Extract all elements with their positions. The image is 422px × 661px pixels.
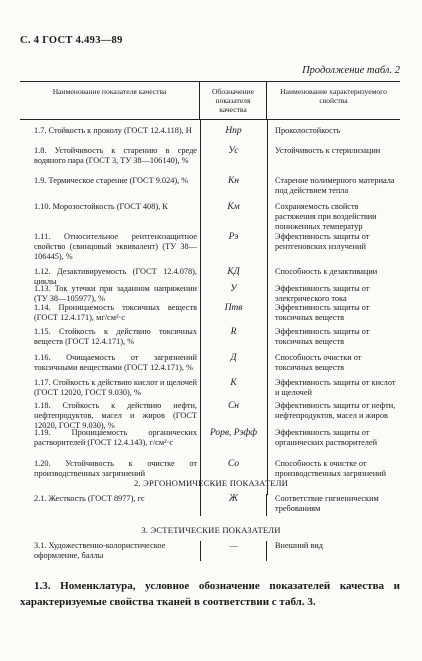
section-title-ergonomic: 2. ЭРГОНОМИЧЕСКИЕ ПОКАЗАТЕЛИ: [133, 478, 289, 488]
cell-bar: [266, 541, 267, 561]
table-row: [20, 303, 400, 323]
indicator-code: Ус: [228, 146, 239, 156]
indicator-code-cell: [200, 541, 267, 561]
quality-table: [20, 81, 400, 495]
table-row: [20, 202, 400, 232]
indicator-code-cell: [200, 494, 267, 514]
indicator-name: 1.18. Стойкость к действию нефти, нефтепродуктов, масел и жиров (ГОСТ 12020, ГОСТ 9.030), %: [34, 401, 197, 430]
indicator-name: 1.17. Стойкость к действию кислот и щелочей (ГОСТ 12020, ГОСТ 9.030), %: [34, 378, 197, 397]
property-name: Эффективность защиты от кислот и щелочей: [275, 378, 396, 397]
property-name: Устойчивость к стерилизации: [275, 146, 381, 155]
indicator-name: 1.10. Морозостойкость (ГОСТ 408), К: [34, 202, 168, 211]
property-name: Сохраняемость свойств растяжения при воздействии пониженных температур: [275, 202, 377, 231]
table-row: [20, 378, 400, 398]
property-name: Соответствие гигиеническим требованиям: [275, 494, 379, 513]
indicator-code: Птв: [224, 303, 243, 313]
indicator-code: Рэ: [228, 232, 239, 242]
indicator-name: 1.19. Проницаемость органических растворителей (ГОСТ 12.4.143), г/см²·с: [34, 428, 197, 447]
indicator-code: Со: [227, 459, 240, 469]
indicator-name: 1.9. Термическое старение (ГОСТ 9.024), %: [34, 176, 189, 185]
table-row: [20, 126, 400, 136]
property-name: Эффективность защиты от токсичных веществ: [275, 327, 370, 346]
indicator-name: 1.15. Стойкость к действию токсичных веществ (ГОСТ 12.4.171), %: [34, 327, 197, 346]
indicator-name: 1.13. Ток утечки при заданном напряжении (ТУ 38—105977), %: [34, 284, 197, 303]
indicator-code: У: [230, 284, 237, 294]
header-property-name: Наименование характеризуемого свойства: [280, 87, 387, 105]
indicator-name: 2.1. Жесткость (ГОСТ 8977), гс: [34, 494, 145, 503]
table-row: [20, 401, 400, 431]
table-row: [20, 353, 400, 373]
indicator-code: Ж: [228, 493, 239, 504]
table-row: [20, 232, 400, 262]
indicator-code: R: [230, 327, 237, 337]
property-name: Способность к очистке от производственных загрязнений: [275, 459, 387, 478]
property-name: Эффективность защиты от органических растворителей: [275, 428, 378, 447]
property-name: Способность к дезактивации: [275, 267, 378, 276]
aesthetic-row: [20, 541, 400, 561]
indicator-code: КД: [227, 267, 240, 277]
property-name: Эффективность защиты от электрического тока: [275, 284, 370, 303]
table-row: [20, 459, 400, 479]
property-name: Старение полимерного материала под действием тепла: [275, 176, 395, 195]
table-continuation-label: Продолжение табл. 2: [302, 65, 400, 76]
property-name: Эффективность защиты от нефти, нефтепродуктов, масел и жиров: [275, 401, 396, 420]
page-header: С. 4 ГОСТ 4.493—89: [20, 35, 123, 46]
indicator-code: —: [229, 541, 238, 550]
indicator-name: 1.16. Очищаемость от загрязнений токсичными веществами (ГОСТ 12.4.171), %: [34, 353, 197, 372]
table-row: [20, 284, 400, 304]
header-indicator-code: Обозначение показателя качества: [200, 82, 267, 119]
indicator-name: 1.12. Дезактивируемость (ГОСТ 12.4.078), циклы: [34, 267, 197, 286]
property-name: Внешний вид: [275, 541, 324, 550]
indicator-name: 1.14. Проницаемость токсичных веществ (ГОСТ 12.4.171), мг/см²·с: [34, 303, 197, 322]
table-body: [20, 120, 400, 495]
indicator-code: Сн: [227, 401, 240, 411]
indicator-code: К: [230, 378, 237, 388]
cell-bar: [266, 494, 267, 516]
table-row: [20, 327, 400, 347]
ergonomic-row: [20, 494, 400, 514]
section-title-aesthetic: 3. ЭСТЕТИЧЕСКИЕ ПОКАЗАТЕЛИ: [141, 525, 281, 535]
header-indicator-name: Наименование показателя качества: [20, 82, 200, 119]
cell-bar: [200, 541, 201, 561]
table-row: [20, 176, 400, 196]
table-row: [20, 146, 400, 166]
property-name: Эффективность защиты от рентгеновских излучений: [275, 232, 370, 251]
indicator-name: 3.1. Художественно-колористическое оформление, баллы: [34, 541, 166, 560]
indicator-code: Нпр: [225, 126, 242, 136]
indicator-name: 1.8. Устойчивость к старению в среде водяного пара (ГОСТ 3, ТУ 38—106140), %: [34, 146, 197, 165]
indicator-code: Д: [230, 353, 237, 363]
property-name: Эффективность защиты от токсичных веществ: [275, 303, 370, 322]
indicator-code: Кн: [227, 176, 240, 186]
property-name: Способность очистки от токсичных веществ: [275, 353, 362, 372]
indicator-name: 1.7. Стойкость к проколу (ГОСТ 12.4.118), Н: [34, 126, 192, 135]
indicator-code: Км: [227, 202, 240, 212]
indicator-name: 1.20. Устойчивость к очистке от производственных загрязнений: [34, 459, 197, 478]
cell-bar: [200, 494, 201, 516]
indicator-code: Рорв, Рэфф: [209, 428, 258, 438]
indicator-name: 1.11. Относительное рентгенозащитное свойство (свинцовый эквивалент) (ТУ 38—106445), %: [34, 232, 197, 261]
property-name: Проколостойкость: [275, 126, 341, 135]
table-row: [20, 428, 400, 448]
table-header: [20, 82, 400, 120]
body-paragraph: 1.3. Номенклатура, условное обозначение показателей качества и характеризуемые свойства тканей в соответствии с табл. 3.: [20, 580, 400, 608]
